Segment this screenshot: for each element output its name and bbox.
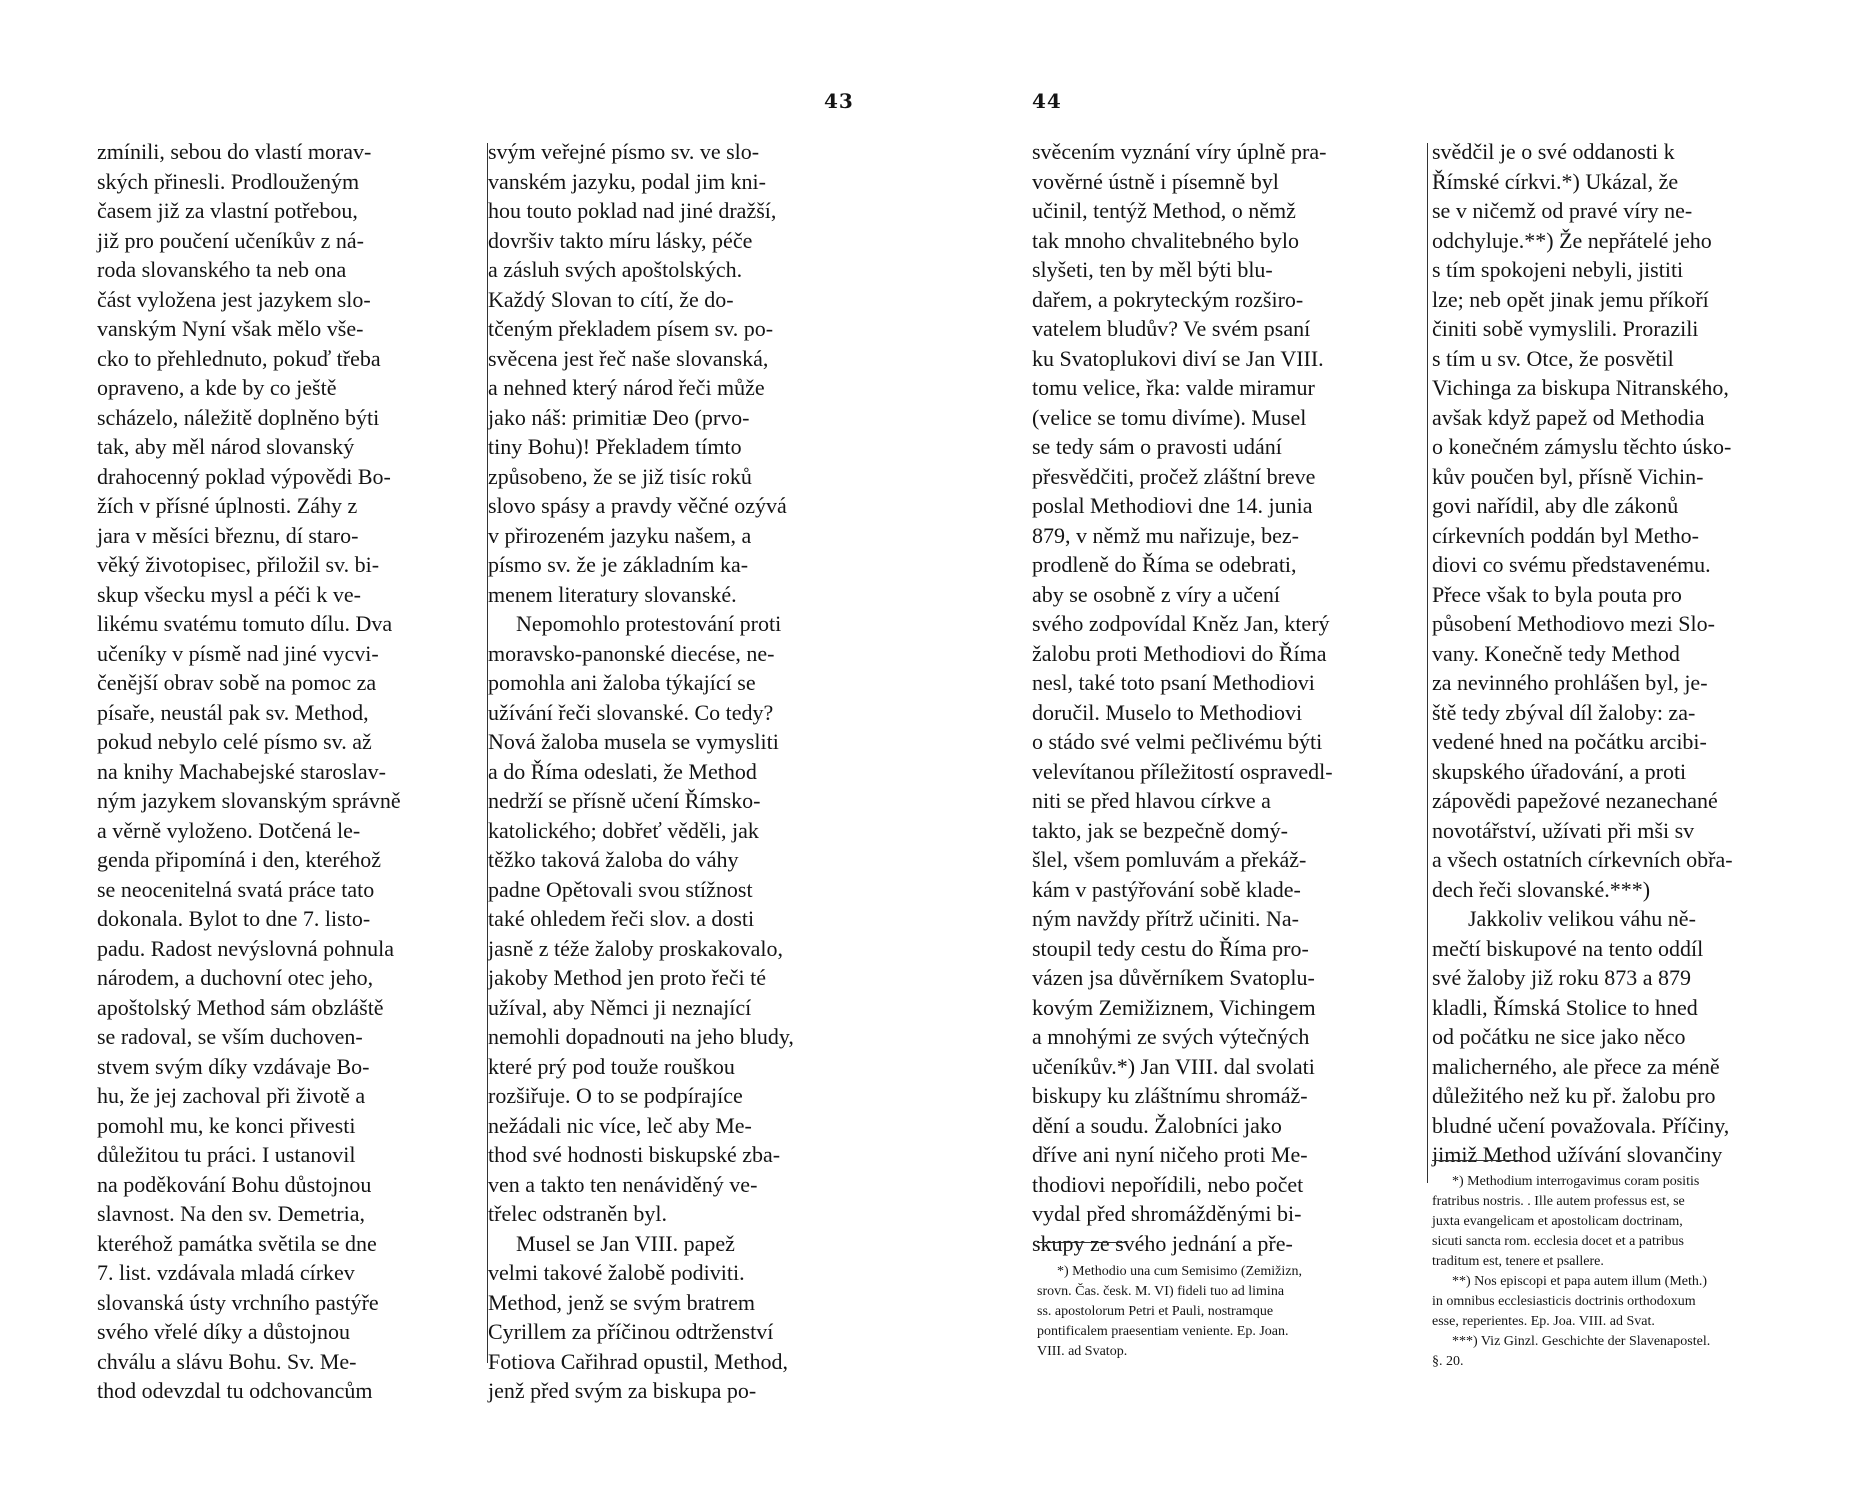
footnote-line: pontificalem praesentiam veniente. Ep. Joan. <box>1037 1324 1289 1339</box>
text-line: roda slovanského ta neb ona <box>97 257 347 282</box>
text-line: činiti sobě vymyslili. Prorazili <box>1432 316 1699 341</box>
text-line: žích v přísné úplnosti. Záhy z <box>97 493 358 518</box>
text-line: písmo sv. že je základním ka- <box>488 552 749 577</box>
text-line: dokonala. Bylot to dne 7. listo- <box>97 906 371 931</box>
text-line: vanským Nyní však mělo vše- <box>97 316 364 341</box>
text-line: ště tedy zbýval díl žaloby: za- <box>1432 699 1696 725</box>
text-line: ným navždy přítrž učiniti. Na- <box>1032 906 1299 931</box>
text-line: s tím u sv. Otce, že posvětil <box>1432 345 1674 371</box>
text-line: malicherného, ale přece za méně <box>1432 1053 1720 1079</box>
text-line: kovým Zemižiznem, Vichingem <box>1032 994 1316 1020</box>
text-line: svým veřejné písmo sv. ve slo- <box>488 139 760 164</box>
footnote-line: srovn. Čas. česk. M. VI) fideli tuo ad limina <box>1037 1284 1285 1299</box>
text-line: skupského úřadování, a proti <box>1432 758 1687 784</box>
footnote-line: ***) Viz Ginzl. Geschichte der Slavenapostel. <box>1452 1334 1711 1349</box>
text-line: a všech ostatních církevních obřa- <box>1432 847 1733 872</box>
text-line: zmínili, sebou do vlastí morav- <box>97 139 372 164</box>
text-line: 879, v němž mu nařizuje, bez- <box>1032 522 1299 548</box>
text-line: stvem svým díky vzdávaje Bo- <box>97 1053 370 1079</box>
text-line: tak, aby měl národ slovanský <box>97 434 355 459</box>
page-number: 43 <box>824 89 854 113</box>
text-line: moravsko-panonské diecése, ne- <box>488 640 775 666</box>
text-line: Nová žaloba musela se vymysliti <box>488 729 779 754</box>
text-line: prodleně do Říma se odebrati, <box>1032 552 1297 577</box>
text-line: kteréhož památka světila se dne <box>97 1230 377 1256</box>
footnote-line: **) Nos episcopi et papa autem illum (Meth.) <box>1452 1274 1708 1289</box>
text-line: které prý pod touže rouškou <box>488 1053 735 1079</box>
text-line: velevítanou příležitostí ospravedl- <box>1032 758 1333 784</box>
column-divider <box>1427 143 1428 1183</box>
text-line: kladli, Římská Stolice to hned <box>1432 994 1698 1020</box>
text-line: užíval, aby Němci ji neznající <box>488 994 752 1020</box>
text-line: nežádali nic více, leč aby Me- <box>488 1112 752 1138</box>
text-line: způsobeno, že se již tisíc roků <box>488 463 752 489</box>
text-line: pomohla ani žaloba týkající se <box>488 670 756 695</box>
text-line: své žaloby již roku 873 a 879 <box>1432 965 1692 990</box>
text-line: dech řeči slovanské.***) <box>1432 876 1651 902</box>
text-line: na poděkování Bohu důstojnou <box>97 1171 372 1197</box>
text-line: část vyložena jest jazykem slo- <box>97 286 371 312</box>
text-line: dění a soudu. Žalobníci jako <box>1032 1112 1282 1138</box>
text-line: v přirozeném jazyku našem, a <box>488 522 752 548</box>
text-line: kův poučen byl, přísně Vichin- <box>1432 463 1704 489</box>
text-line: tomu velice, řka: valde miramur <box>1032 375 1315 400</box>
text-line: se neocenitelná svatá práce tato <box>97 876 375 902</box>
text-line: se v ničemž od pravé víry ne- <box>1432 198 1693 223</box>
text-line: tak mnoho chvalitebného bylo <box>1032 227 1299 253</box>
text-line: svého vřelé díky a důstojnou <box>97 1319 350 1344</box>
text-line: také ohledem řeči slov. a dosti <box>488 906 755 931</box>
text-line: dovršiv takto míru lásky, péče <box>488 227 753 253</box>
right-page <box>935 0 1870 1500</box>
text-line: padne Opětovali svou stížnost <box>488 876 753 902</box>
text-line: jakoby Method jen proto řeči té <box>488 965 766 990</box>
text-line: doručil. Muselo to Methodiovi <box>1032 699 1303 725</box>
footnote-separator <box>1432 1160 1522 1161</box>
page-number: 44 <box>1032 89 1062 113</box>
text-line: Fotiova Cařihrad opustil, Method, <box>488 1348 789 1374</box>
footnote-line: sicuti sancta rom. ecclesia docet et a patribus <box>1432 1234 1684 1249</box>
text-line: šlel, všem pomluvám a překáž- <box>1032 847 1307 872</box>
text-line: opraveno, a kde by co ještě <box>97 375 337 400</box>
footnote-line: *) Methodium interrogavimus coram positis <box>1452 1174 1700 1189</box>
text-line: národem, a duchovní otec jeho, <box>97 965 374 990</box>
text-line: nesl, také toto psaní Methodiovi <box>1032 670 1315 695</box>
text-line: katolického; dobřeť věděli, jak <box>488 817 759 843</box>
text-column <box>1432 137 1812 1170</box>
text-line: poslal Methodiovi dne 14. junia <box>1032 493 1313 518</box>
text-line: na knihy Machabejské staroslav- <box>97 758 386 784</box>
text-line: ských přinesli. Prodlouženým <box>97 168 360 194</box>
footnote-line: in omnibus ecclesiasticis doctrinis orthodoxum <box>1432 1294 1696 1309</box>
text-line: vany. Konečně tedy Method <box>1432 640 1680 666</box>
footnote-line: juxta evangelicam et apostolicam doctrinam, <box>1432 1214 1683 1229</box>
text-line: 7. list. vzdávala mladá církev <box>97 1260 355 1285</box>
text-line: skup všecku mysl a péči k ve- <box>97 581 361 607</box>
text-line: a zásluh svých apoštolských. <box>488 257 743 282</box>
text-line: pokud nebylo celé písmo sv. až <box>97 729 372 754</box>
text-line: hu, že jej zachoval při životě a <box>97 1083 366 1108</box>
text-line: jimiž Method užívání slovančiny <box>1432 1142 1723 1167</box>
text-line: za nevinného prohlášen byl, je- <box>1432 670 1708 695</box>
text-line: dařem, a pokryteckým rozširo- <box>1032 286 1304 312</box>
text-line: mečtí biskupové na tento oddíl <box>1432 935 1704 961</box>
footnote-line: esse, reperientes. Ep. Joa. VIII. ad Svat. <box>1432 1314 1655 1329</box>
text-line: důležitou tu práci. I ustanovil <box>97 1142 356 1167</box>
text-line: chválu a slávu Bohu. Sv. Me- <box>97 1348 357 1374</box>
text-line: velmi takové žalobě podiviti. <box>488 1260 745 1285</box>
text-line: kám v pastýřování sobě klade- <box>1032 876 1301 902</box>
text-line: věký životopisec, přiložil sv. bi- <box>97 552 380 577</box>
text-line: již pro poučení učeníkův z ná- <box>97 227 364 253</box>
text-line: Method, jenž se svým bratrem <box>488 1289 755 1315</box>
text-line: svěcením vyznání víry úplně pra- <box>1032 139 1327 164</box>
text-line: Římské církvi.*) Ukázal, že <box>1432 168 1679 194</box>
text-line: a věrně vyloženo. Dotčená le- <box>97 817 361 843</box>
text-line: žalobu proti Methodiovi do Říma <box>1032 640 1327 666</box>
text-column <box>97 137 472 1406</box>
text-line: těžko taková žaloba do váhy <box>488 847 739 872</box>
text-line: vázen jsa důvěrníkem Svatoplu- <box>1032 965 1315 990</box>
text-line: skupy ze svého jednání a pře- <box>1032 1230 1293 1256</box>
text-line: scházelo, náležitě doplněno býti <box>97 404 380 430</box>
text-line: dříve ani nyní ničeho proti Me- <box>1032 1142 1308 1167</box>
text-line: Přece však to byla pouta pro <box>1432 581 1682 607</box>
text-line: jenž před svým za biskupa po- <box>488 1378 757 1403</box>
text-line: a mnohými ze svých výtečných <box>1032 1024 1310 1049</box>
text-line: ným jazykem slovanským správně <box>97 788 401 813</box>
text-line: učeníkův.*) Jan VIII. dal svolati <box>1032 1053 1315 1079</box>
text-line: apoštolský Method sám obzláště <box>97 994 384 1020</box>
text-line: thodiovi nepořídili, nebo počet <box>1032 1171 1304 1197</box>
text-line: tiny Bohu)! Překladem tímto <box>488 434 742 459</box>
text-line: bludné učení považovala. Příčiny, <box>1432 1112 1730 1138</box>
text-line: důležitého než ku př. žalobu pro <box>1432 1083 1716 1108</box>
text-line: takto, jak se bezpečně domý- <box>1032 817 1288 843</box>
text-line: (velice se tomu divíme). Musel <box>1032 404 1307 430</box>
footnote-line: §. 20. <box>1432 1354 1464 1369</box>
footnote <box>1432 1172 1807 1372</box>
text-line: stoupil tedy cestu do Říma pro- <box>1032 935 1309 961</box>
text-line: lze; neb opět jinak jemu příkoří <box>1432 286 1709 312</box>
footnote-line: fratribus nostris. . Ille autem professus est, se <box>1432 1194 1685 1209</box>
text-line: ven a takto ten nenáviděný ve- <box>488 1171 758 1197</box>
text-line: biskupy ku zláštnímu shromáž- <box>1032 1083 1308 1108</box>
text-line: svěcena jest řeč naše slovanská, <box>488 345 769 371</box>
text-line: třelec odstraněn byl. <box>488 1201 667 1226</box>
text-line: Nepomohlo protestování proti <box>516 611 782 636</box>
text-line: hou touto poklad nad jiné dražší, <box>488 198 777 223</box>
text-line: menem literatury slovanské. <box>488 581 737 607</box>
text-line: od počátku ne sice jako něco <box>1432 1024 1686 1049</box>
text-line: vedené hned na počátku arcibi- <box>1432 729 1707 754</box>
text-line: slavnost. Na den sv. Demetria, <box>97 1201 366 1226</box>
text-line: učeníky v písmě nad jiné vycvi- <box>97 640 379 666</box>
text-line: nedrží se přísně učení Římsko- <box>488 788 761 813</box>
text-line: ku Svatoplukovi diví se Jan VIII. <box>1032 345 1324 371</box>
text-line: učinil, tentýž Method, o němž <box>1032 198 1296 223</box>
text-line: časem již za vlastní potřebou, <box>97 198 358 223</box>
text-line: vatelem bludův? Ve svém psaní <box>1032 316 1311 341</box>
text-line: se tedy sám o pravosti udání <box>1032 434 1282 459</box>
text-line: vanském jazyku, podal jim kni- <box>488 168 766 194</box>
text-line: Cyrillem za příčinou odtrženství <box>488 1319 774 1344</box>
text-line: jara v měsíci březnu, dí staro- <box>97 522 359 548</box>
text-line: likému svatému tomuto dílu. Dva <box>97 611 393 636</box>
text-line: novotářství, užívati při mši sv <box>1432 817 1695 843</box>
text-line: rozšiřuje. O to se podpírajíce <box>488 1083 743 1108</box>
text-line: Jakkoliv velikou váhu ně- <box>1468 906 1696 931</box>
text-line: zápovědi papežové nezanechané <box>1432 788 1718 813</box>
text-line: jako náš: primitiæ Deo (prvo- <box>488 404 750 430</box>
text-line: niti se před hlavou církve a <box>1032 788 1271 813</box>
text-line: o konečném zámyslu těchto úsko- <box>1432 434 1732 459</box>
text-line: přesvědčiti, pročež zláštní breve <box>1032 463 1316 489</box>
text-line: odchyluje.**) Že nepřátelé jeho <box>1432 227 1712 253</box>
text-line: slovo spásy a pravdy věčné ozývá <box>488 493 787 518</box>
text-line: pomohl mu, ke konci přivesti <box>97 1112 356 1138</box>
text-line: padu. Radost nevýslovná pohnula <box>97 935 394 961</box>
text-line: govi nařídil, aby dle zákonů <box>1432 493 1679 518</box>
text-line: Každý Slovan to cítí, že do- <box>488 286 734 312</box>
text-line: Vichinga za biskupa Nitranského, <box>1432 375 1729 400</box>
text-column <box>1032 137 1417 1258</box>
footnote-line: ss. apostolorum Petri et Pauli, nostramque <box>1037 1304 1274 1319</box>
footnote <box>1037 1262 1422 1362</box>
text-line: písaře, neustál pak sv. Method, <box>97 699 369 725</box>
text-column <box>488 137 863 1406</box>
text-line: cko to přehlednuto, pokuď třeba <box>97 345 381 371</box>
text-line: se radoval, se vším duchoven- <box>97 1024 363 1049</box>
text-line: o stádo své velmi pečlivému býti <box>1032 729 1323 754</box>
text-line: s tím spokojeni nebyli, jistiti <box>1432 257 1684 282</box>
text-line: tčeným překladem písem sv. po- <box>488 316 774 341</box>
text-line: thod své hodnosti biskupské zba- <box>488 1142 781 1167</box>
text-line: vydal před shromážděnými bi- <box>1032 1201 1302 1226</box>
footnote-line: VIII. ad Svatop. <box>1037 1344 1128 1359</box>
text-line: vověrné ústně i písemně byl <box>1032 168 1279 194</box>
footnote-line: traditum est, tenere et psallere. <box>1432 1254 1604 1269</box>
footnote-separator <box>1037 1242 1127 1243</box>
footnote-line: *) Methodio una cum Semisimo (Zemižizn, <box>1057 1264 1302 1279</box>
text-line: thod odevzdal tu odchovancům <box>97 1378 373 1403</box>
text-line: působení Methodiovo mezi Slo- <box>1432 611 1715 636</box>
text-line: genda připomíná i den, kteréhož <box>97 847 382 872</box>
text-line: církevních poddán byl Metho- <box>1432 522 1699 548</box>
text-line: slyšeti, ten by měl býti blu- <box>1032 257 1273 282</box>
text-line: slovanská ústy vrchního pastýře <box>97 1289 379 1315</box>
text-line: Musel se Jan VIII. papež <box>516 1230 735 1256</box>
text-line: aby se osobně z víry a učení <box>1032 581 1281 607</box>
text-line: avšak když papež od Methodia <box>1432 404 1705 430</box>
text-line: jasně z téže žaloby proskakovalo, <box>488 935 784 961</box>
text-line: svědčil je o své oddanosti k <box>1432 139 1675 164</box>
text-line: užívání řeči slovanské. Co tedy? <box>488 699 774 725</box>
text-line: nemohli dopadnouti na jeho bludy, <box>488 1024 794 1049</box>
text-line: svého zodpovídal Kněz Jan, který <box>1032 611 1330 636</box>
text-line: a nehned který národ řeči může <box>488 375 765 400</box>
text-line: drahocenný poklad výpovědi Bo- <box>97 463 391 489</box>
text-line: a do Říma odeslati, že Method <box>488 758 757 784</box>
text-line: čenější obrav sobě na pomoc za <box>97 670 377 695</box>
text-line: diovi co svému představenému. <box>1432 552 1711 577</box>
